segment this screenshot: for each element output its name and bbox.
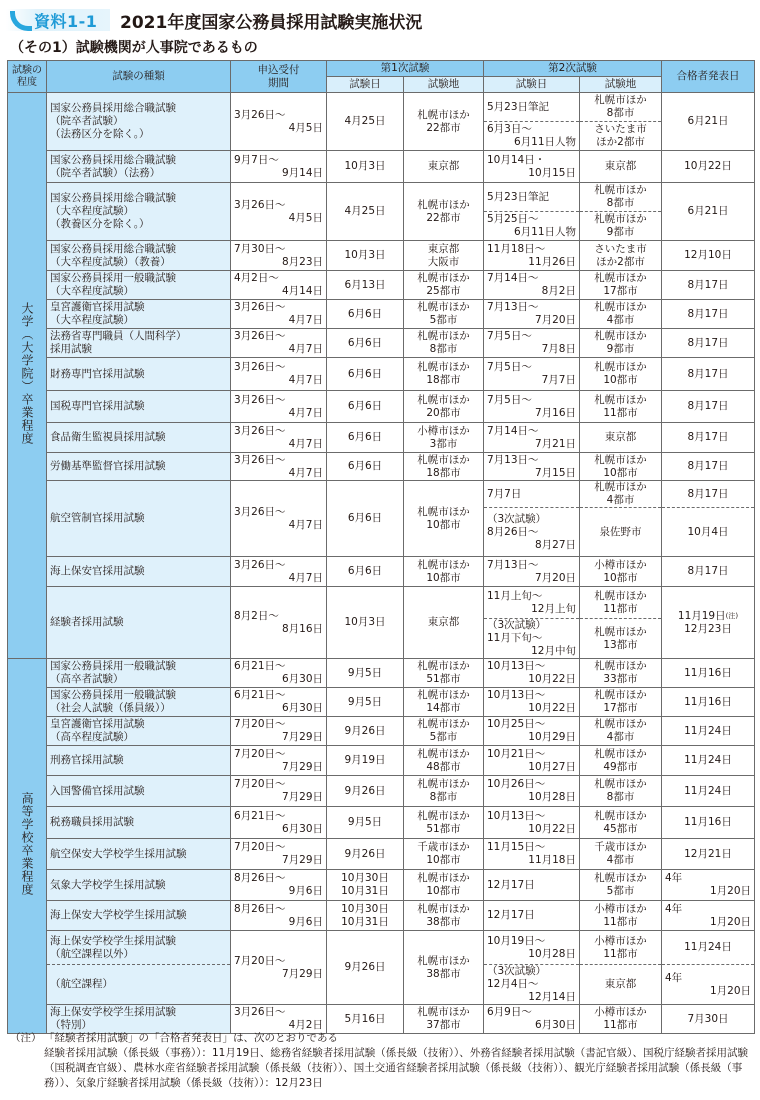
second-exam-place: 札幌市ほか 11都市: [580, 587, 662, 619]
level-group-highschool: 高等学校卒業程度: [8, 659, 47, 1034]
announcement-date: 4年 1月20日: [662, 901, 755, 931]
application-period: 7月20日～ 7月29日: [231, 717, 327, 746]
first-exam-date: 6月6日: [327, 481, 404, 557]
table-row: [8, 358, 755, 391]
second-exam-date-sub: 6月3日～ 6月11日人物: [484, 122, 580, 151]
second-exam-date-sub: （3次試験） 12月4日～ 12月14日: [484, 965, 580, 1005]
first-exam-date: 4月25日: [327, 93, 404, 151]
table-row: [8, 481, 755, 508]
first-exam-place: 札幌市ほか 38都市: [404, 931, 484, 1005]
second-exam-place: 札幌市ほか 10都市: [580, 453, 662, 481]
second-exam-place: 札幌市ほか 5都市: [580, 870, 662, 901]
second-exam-date: 7月13日～ 7月15日: [484, 453, 580, 481]
second-exam-place-sub: 東京都: [580, 965, 662, 1005]
application-period: 4月2日～ 4月14日: [231, 271, 327, 300]
exam-name: 海上保安学校学生採用試験 （特別）: [47, 1005, 231, 1034]
second-exam-place: さいたま市 ほか2都市: [580, 241, 662, 271]
table-row: [8, 183, 755, 212]
second-exam-date: 11月18日～ 11月26日: [484, 241, 580, 271]
table-row: [8, 93, 755, 122]
header-first-exam-place: 試験地: [404, 77, 484, 93]
table-row: [8, 717, 755, 746]
first-exam-place: 札幌市ほか 37都市: [404, 1005, 484, 1034]
announcement-date: 11月16日: [662, 659, 755, 688]
header-second-exam-place: 試験地: [580, 77, 662, 93]
table-row: [8, 839, 755, 870]
first-exam-place: 札幌市ほか 18都市: [404, 358, 484, 391]
second-exam-date: 10月21日～ 10月27日: [484, 746, 580, 776]
application-period: 8月26日～ 9月6日: [231, 870, 327, 901]
second-exam-place: 札幌市ほか 45都市: [580, 807, 662, 839]
application-period: 3月26日～ 4月7日: [231, 423, 327, 453]
second-exam-place: 札幌市ほか 11都市: [580, 391, 662, 423]
first-exam-date: 6月6日: [327, 557, 404, 587]
second-exam-place: 千歳市ほか 4都市: [580, 839, 662, 870]
application-period: 8月26日～ 9月6日: [231, 901, 327, 931]
table-row: [8, 807, 755, 839]
announcement-date: 11月24日: [662, 746, 755, 776]
footnote: [10, 1031, 755, 1091]
second-exam-date: 12月17日: [484, 901, 580, 931]
application-period: 3月26日～ 4月7日: [231, 391, 327, 423]
announcement-date: 8月17日: [662, 358, 755, 391]
announcement-date: 11月24日: [662, 776, 755, 807]
first-exam-date: 9月26日: [327, 776, 404, 807]
exam-name: 財務専門官採用試験: [47, 358, 231, 391]
exam-name: 刑務官採用試験: [47, 746, 231, 776]
first-exam-date: 9月26日: [327, 931, 404, 1005]
page-subtitle: （その1）試験機関が人事院であるもの: [10, 40, 258, 56]
first-exam-date: 6月13日: [327, 271, 404, 300]
header-second-exam-date: 試験日: [484, 77, 580, 93]
announcement-date: 8月17日: [662, 391, 755, 423]
second-exam-place-sub: さいたま市 ほか2都市: [580, 122, 662, 151]
second-exam-place: 札幌市ほか 4都市: [580, 717, 662, 746]
header-first-exam-date: 試験日: [327, 77, 404, 93]
second-exam-place: 小樽市ほか 11都市: [580, 901, 662, 931]
first-exam-place: 札幌市ほか 10都市: [404, 870, 484, 901]
announcement-date-sub: 4年 1月20日: [662, 965, 755, 1005]
first-exam-date: 10月3日: [327, 587, 404, 659]
table-row: [8, 587, 755, 619]
first-exam-place: 札幌市ほか 5都市: [404, 300, 484, 329]
exam-name: 国家公務員採用一般職試験 （大卒程度試験）: [47, 271, 231, 300]
first-exam-place: 札幌市ほか 14都市: [404, 688, 484, 717]
second-exam-date: 7月13日～ 7月20日: [484, 557, 580, 587]
table-row: [8, 901, 755, 931]
badge-label: 資料1-1: [34, 11, 98, 31]
table-row: [8, 557, 755, 587]
announcement-date: 8月17日: [662, 453, 755, 481]
second-exam-date-sub: （3次試験） 11月下旬～ 12月中旬: [484, 619, 580, 659]
application-period: 6月21日～ 6月30日: [231, 807, 327, 839]
table-row: [8, 659, 755, 688]
second-exam-place-sub: 札幌市ほか 13都市: [580, 619, 662, 659]
first-exam-date: 6月6日: [327, 329, 404, 358]
application-period: 3月26日～ 4月5日: [231, 183, 327, 241]
exam-name: 国税専門官採用試験: [47, 391, 231, 423]
first-exam-place: 札幌市ほか 51都市: [404, 807, 484, 839]
first-exam-date: 10月3日: [327, 241, 404, 271]
second-exam-place: 小樽市ほか 10都市: [580, 557, 662, 587]
announcement-date: 8月17日: [662, 481, 755, 508]
second-exam-date: 7月7日: [484, 481, 580, 508]
table-row: [8, 746, 755, 776]
table-row: [8, 688, 755, 717]
table-row: [8, 300, 755, 329]
application-period: 6月21日～ 6月30日: [231, 659, 327, 688]
footnote-body: 経験者採用試験（係長級（事務））：11月19日、総務省経験者採用試験（係長級（技術））、外務省経験者採用試験（書記官級）、国税庁経験者採用試験（国税調査官級）、農林水産省経験者採用試験（係長級（技術））、国土交通省経験者採用試験（係長級（技術））、観光庁経験者採用試験（係長級（事務））、気象庁経験者採用試験（係長級（技術））：12月23日: [44, 1047, 748, 1089]
exam-name: 法務省専門職員（人間科学） 採用試験: [47, 329, 231, 358]
header-level: 試験の 程度: [8, 61, 47, 93]
application-period: 3月26日～ 4月7日: [231, 358, 327, 391]
exam-name-sub: （航空課程）: [47, 965, 231, 1005]
first-exam-place: 小樽市ほか 3都市: [404, 423, 484, 453]
first-exam-place: 東京都: [404, 587, 484, 659]
header-application-period: 申込受付 期間: [231, 61, 327, 93]
level-group-university: 大学（大学院）卒業程度: [8, 93, 47, 659]
announcement-date: 8月17日: [662, 329, 755, 358]
first-exam-place: 東京都 大阪市: [404, 241, 484, 271]
first-exam-place: 札幌市ほか 51都市: [404, 659, 484, 688]
first-exam-place: 札幌市ほか 22都市: [404, 183, 484, 241]
first-exam-date: 10月3日: [327, 151, 404, 183]
second-exam-date: 11月上旬～ 12月上旬: [484, 587, 580, 619]
table-row: [8, 423, 755, 453]
second-exam-place: 札幌市ほか 8都市: [580, 183, 662, 212]
second-exam-date: 6月9日～ 6月30日: [484, 1005, 580, 1034]
footnote-intro: 「経験者採用試験」の「合格者発表日」は、次のとおりである: [44, 1032, 338, 1044]
application-period: 3月26日～ 4月2日: [231, 1005, 327, 1034]
exam-name: 税務職員採用試験: [47, 807, 231, 839]
header-first-exam: 第1次試験: [327, 61, 484, 77]
second-exam-date: 7月14日～ 7月21日: [484, 423, 580, 453]
announcement-date: 8月17日: [662, 423, 755, 453]
second-exam-date: 5月23日筆記: [484, 183, 580, 212]
exam-name: 国家公務員採用総合職試験 （大卒程度試験） （教養区分を除く。）: [47, 183, 231, 241]
second-exam-place-sub: 泉佐野市: [580, 508, 662, 557]
exam-name: 海上保安大学校学生採用試験: [47, 901, 231, 931]
header-exam-type: 試験の種類: [47, 61, 231, 93]
announcement-date: 8月17日: [662, 271, 755, 300]
second-exam-place: 東京都: [580, 151, 662, 183]
application-period: 3月26日～ 4月7日: [231, 481, 327, 557]
application-period: 3月26日～ 4月7日: [231, 300, 327, 329]
application-period: 6月21日～ 6月30日: [231, 688, 327, 717]
first-exam-place: 札幌市ほか 18都市: [404, 453, 484, 481]
first-exam-date: 6月6日: [327, 300, 404, 329]
note-marker: (注): [725, 611, 739, 620]
first-exam-date: 9月5日: [327, 807, 404, 839]
announcement-date: 11月24日: [662, 931, 755, 965]
second-exam-place: 札幌市ほか 17都市: [580, 271, 662, 300]
exam-name: 国家公務員採用一般職試験 （高卒者試験）: [47, 659, 231, 688]
announcement-date: 11月19日$^{(注)}$ 12月23日: [662, 587, 755, 659]
first-exam-date: 6月6日: [327, 391, 404, 423]
exam-name: 海上保安官採用試験: [47, 557, 231, 587]
first-exam-place: 東京都: [404, 151, 484, 183]
application-period: 7月20日～ 7月29日: [231, 746, 327, 776]
announcement-date: 11月24日: [662, 717, 755, 746]
application-period: 8月2日～ 8月16日: [231, 587, 327, 659]
announcement-date: 8月17日: [662, 557, 755, 587]
exam-name: 労働基準監督官採用試験: [47, 453, 231, 481]
first-exam-date: 10月30日 10月31日: [327, 870, 404, 901]
announcement-date: 11月16日: [662, 807, 755, 839]
announcement-date: 12月10日: [662, 241, 755, 271]
application-period: 3月26日～ 4月7日: [231, 557, 327, 587]
first-exam-place: 札幌市ほか 20都市: [404, 391, 484, 423]
exam-name: 海上保安学校学生採用試験 （航空課程以外）: [47, 931, 231, 965]
first-exam-date: 9月26日: [327, 839, 404, 870]
exam-name: 国家公務員採用総合職試験 （大卒程度試験）（教養）: [47, 241, 231, 271]
table-row: [8, 271, 755, 300]
announcement-date: 6月21日: [662, 93, 755, 151]
first-exam-date: 9月5日: [327, 688, 404, 717]
second-exam-date: 12月17日: [484, 870, 580, 901]
second-exam-place: 札幌市ほか 33都市: [580, 659, 662, 688]
second-exam-date: 7月14日～ 8月2日: [484, 271, 580, 300]
exam-name: 気象大学校学生採用試験: [47, 870, 231, 901]
first-exam-place: 札幌市ほか 48都市: [404, 746, 484, 776]
first-exam-place: 札幌市ほか 8都市: [404, 776, 484, 807]
exam-name: 皇宮護衛官採用試験 （高卒程度試験）: [47, 717, 231, 746]
page-title: 2021年度国家公務員採用試験実施状況: [120, 12, 423, 33]
second-exam-date: 7月13日～ 7月20日: [484, 300, 580, 329]
first-exam-date: 10月30日 10月31日: [327, 901, 404, 931]
announcement-date: 10月22日: [662, 151, 755, 183]
first-exam-place: 札幌市ほか 8都市: [404, 329, 484, 358]
exam-name: 国家公務員採用総合職試験 （院卒者試験） （法務区分を除く。）: [47, 93, 231, 151]
first-exam-date: 9月19日: [327, 746, 404, 776]
table-row: [8, 931, 755, 965]
first-exam-date: 6月6日: [327, 453, 404, 481]
second-exam-place: 札幌市ほか 4都市: [580, 481, 662, 508]
first-exam-place: 札幌市ほか 22都市: [404, 93, 484, 151]
first-exam-date: 6月6日: [327, 423, 404, 453]
first-exam-place: 札幌市ほか 38都市: [404, 901, 484, 931]
announcement-date: 7月30日: [662, 1005, 755, 1034]
second-exam-place: 小樽市ほか 11都市: [580, 931, 662, 965]
exam-name: 航空管制官採用試験: [47, 481, 231, 557]
second-exam-date: 10月26日～ 10月28日: [484, 776, 580, 807]
announcement-date: 12月21日: [662, 839, 755, 870]
exam-name: 国家公務員採用一般職試験 （社会人試験（係員級））: [47, 688, 231, 717]
footnote-label: （注）: [10, 1032, 42, 1044]
second-exam-date: 7月5日～ 7月16日: [484, 391, 580, 423]
announcement-date-sub: 10月4日: [662, 508, 755, 557]
announcement-date: 11月16日: [662, 688, 755, 717]
table-row: [8, 391, 755, 423]
second-exam-place: 札幌市ほか 4都市: [580, 300, 662, 329]
table-row: [8, 776, 755, 807]
application-period: 3月26日～ 4月5日: [231, 93, 327, 151]
first-exam-place: 札幌市ほか 5都市: [404, 717, 484, 746]
table-row: [8, 151, 755, 183]
second-exam-place: 札幌市ほか 49都市: [580, 746, 662, 776]
second-exam-place: 札幌市ほか 8都市: [580, 93, 662, 122]
exam-schedule-table: [7, 60, 755, 1034]
second-exam-place-sub: 札幌市ほか 9都市: [580, 212, 662, 241]
table-row: [8, 241, 755, 271]
second-exam-date: 10月19日～ 10月28日: [484, 931, 580, 965]
first-exam-date: 5月16日: [327, 1005, 404, 1034]
application-period: 7月20日～ 7月29日: [231, 839, 327, 870]
exam-name: 食品衛生監視員採用試験: [47, 423, 231, 453]
second-exam-place: 札幌市ほか 17都市: [580, 688, 662, 717]
table-row: [8, 453, 755, 481]
first-exam-place: 千歳市ほか 10都市: [404, 839, 484, 870]
second-exam-date-sub: （3次試験） 8月26日～ 8月27日: [484, 508, 580, 557]
header-second-exam: 第2次試験: [484, 61, 662, 77]
first-exam-place: 札幌市ほか 10都市: [404, 481, 484, 557]
exam-name: 経験者採用試験: [47, 587, 231, 659]
second-exam-date: 10月13日～ 10月22日: [484, 688, 580, 717]
second-exam-date: 7月5日～ 7月7日: [484, 358, 580, 391]
first-exam-place: 札幌市ほか 10都市: [404, 557, 484, 587]
second-exam-date: 10月13日～ 10月22日: [484, 807, 580, 839]
exam-name: 皇宮護衛官採用試験 （大卒程度試験）: [47, 300, 231, 329]
title-bar: [6, 8, 422, 32]
second-exam-date: 11月15日～ 11月18日: [484, 839, 580, 870]
application-period: 7月30日～ 8月23日: [231, 241, 327, 271]
exam-name: 航空保安大学校学生採用試験: [47, 839, 231, 870]
announcement-date: 4年 1月20日: [662, 870, 755, 901]
table-row: [8, 1005, 755, 1034]
table-row: [8, 329, 755, 358]
first-exam-date: 9月5日: [327, 659, 404, 688]
first-exam-date: 9月26日: [327, 717, 404, 746]
exam-name: 入国警備官採用試験: [47, 776, 231, 807]
header-announcement-date: 合格者発表日: [662, 61, 755, 93]
announcement-date: 8月17日: [662, 300, 755, 329]
second-exam-place: 小樽市ほか 11都市: [580, 1005, 662, 1034]
application-period: 3月26日～ 4月7日: [231, 329, 327, 358]
second-exam-date: 10月13日～ 10月22日: [484, 659, 580, 688]
announcement-date: 6月21日: [662, 183, 755, 241]
second-exam-place: 東京都: [580, 423, 662, 453]
second-exam-date: 10月14日・ 10月15日: [484, 151, 580, 183]
second-exam-place: 札幌市ほか 8都市: [580, 776, 662, 807]
application-period: 7月20日～ 7月29日: [231, 776, 327, 807]
application-period: 9月7日～ 9月14日: [231, 151, 327, 183]
second-exam-date: 5月23日筆記: [484, 93, 580, 122]
second-exam-place: 札幌市ほか 10都市: [580, 358, 662, 391]
second-exam-date: 10月25日～ 10月29日: [484, 717, 580, 746]
first-exam-date: 4月25日: [327, 183, 404, 241]
exam-name: 国家公務員採用総合職試験 （院卒者試験）（法務）: [47, 151, 231, 183]
second-exam-place: 札幌市ほか 9都市: [580, 329, 662, 358]
first-exam-date: 6月6日: [327, 358, 404, 391]
first-exam-place: 札幌市ほか 25都市: [404, 271, 484, 300]
application-period: 3月26日～ 4月7日: [231, 453, 327, 481]
second-exam-date-sub: 5月25日～ 6月11日人物: [484, 212, 580, 241]
table-row: [8, 870, 755, 901]
document-badge: [6, 9, 110, 31]
application-period: 7月20日～ 7月29日: [231, 931, 327, 1005]
second-exam-date: 7月5日～ 7月8日: [484, 329, 580, 358]
